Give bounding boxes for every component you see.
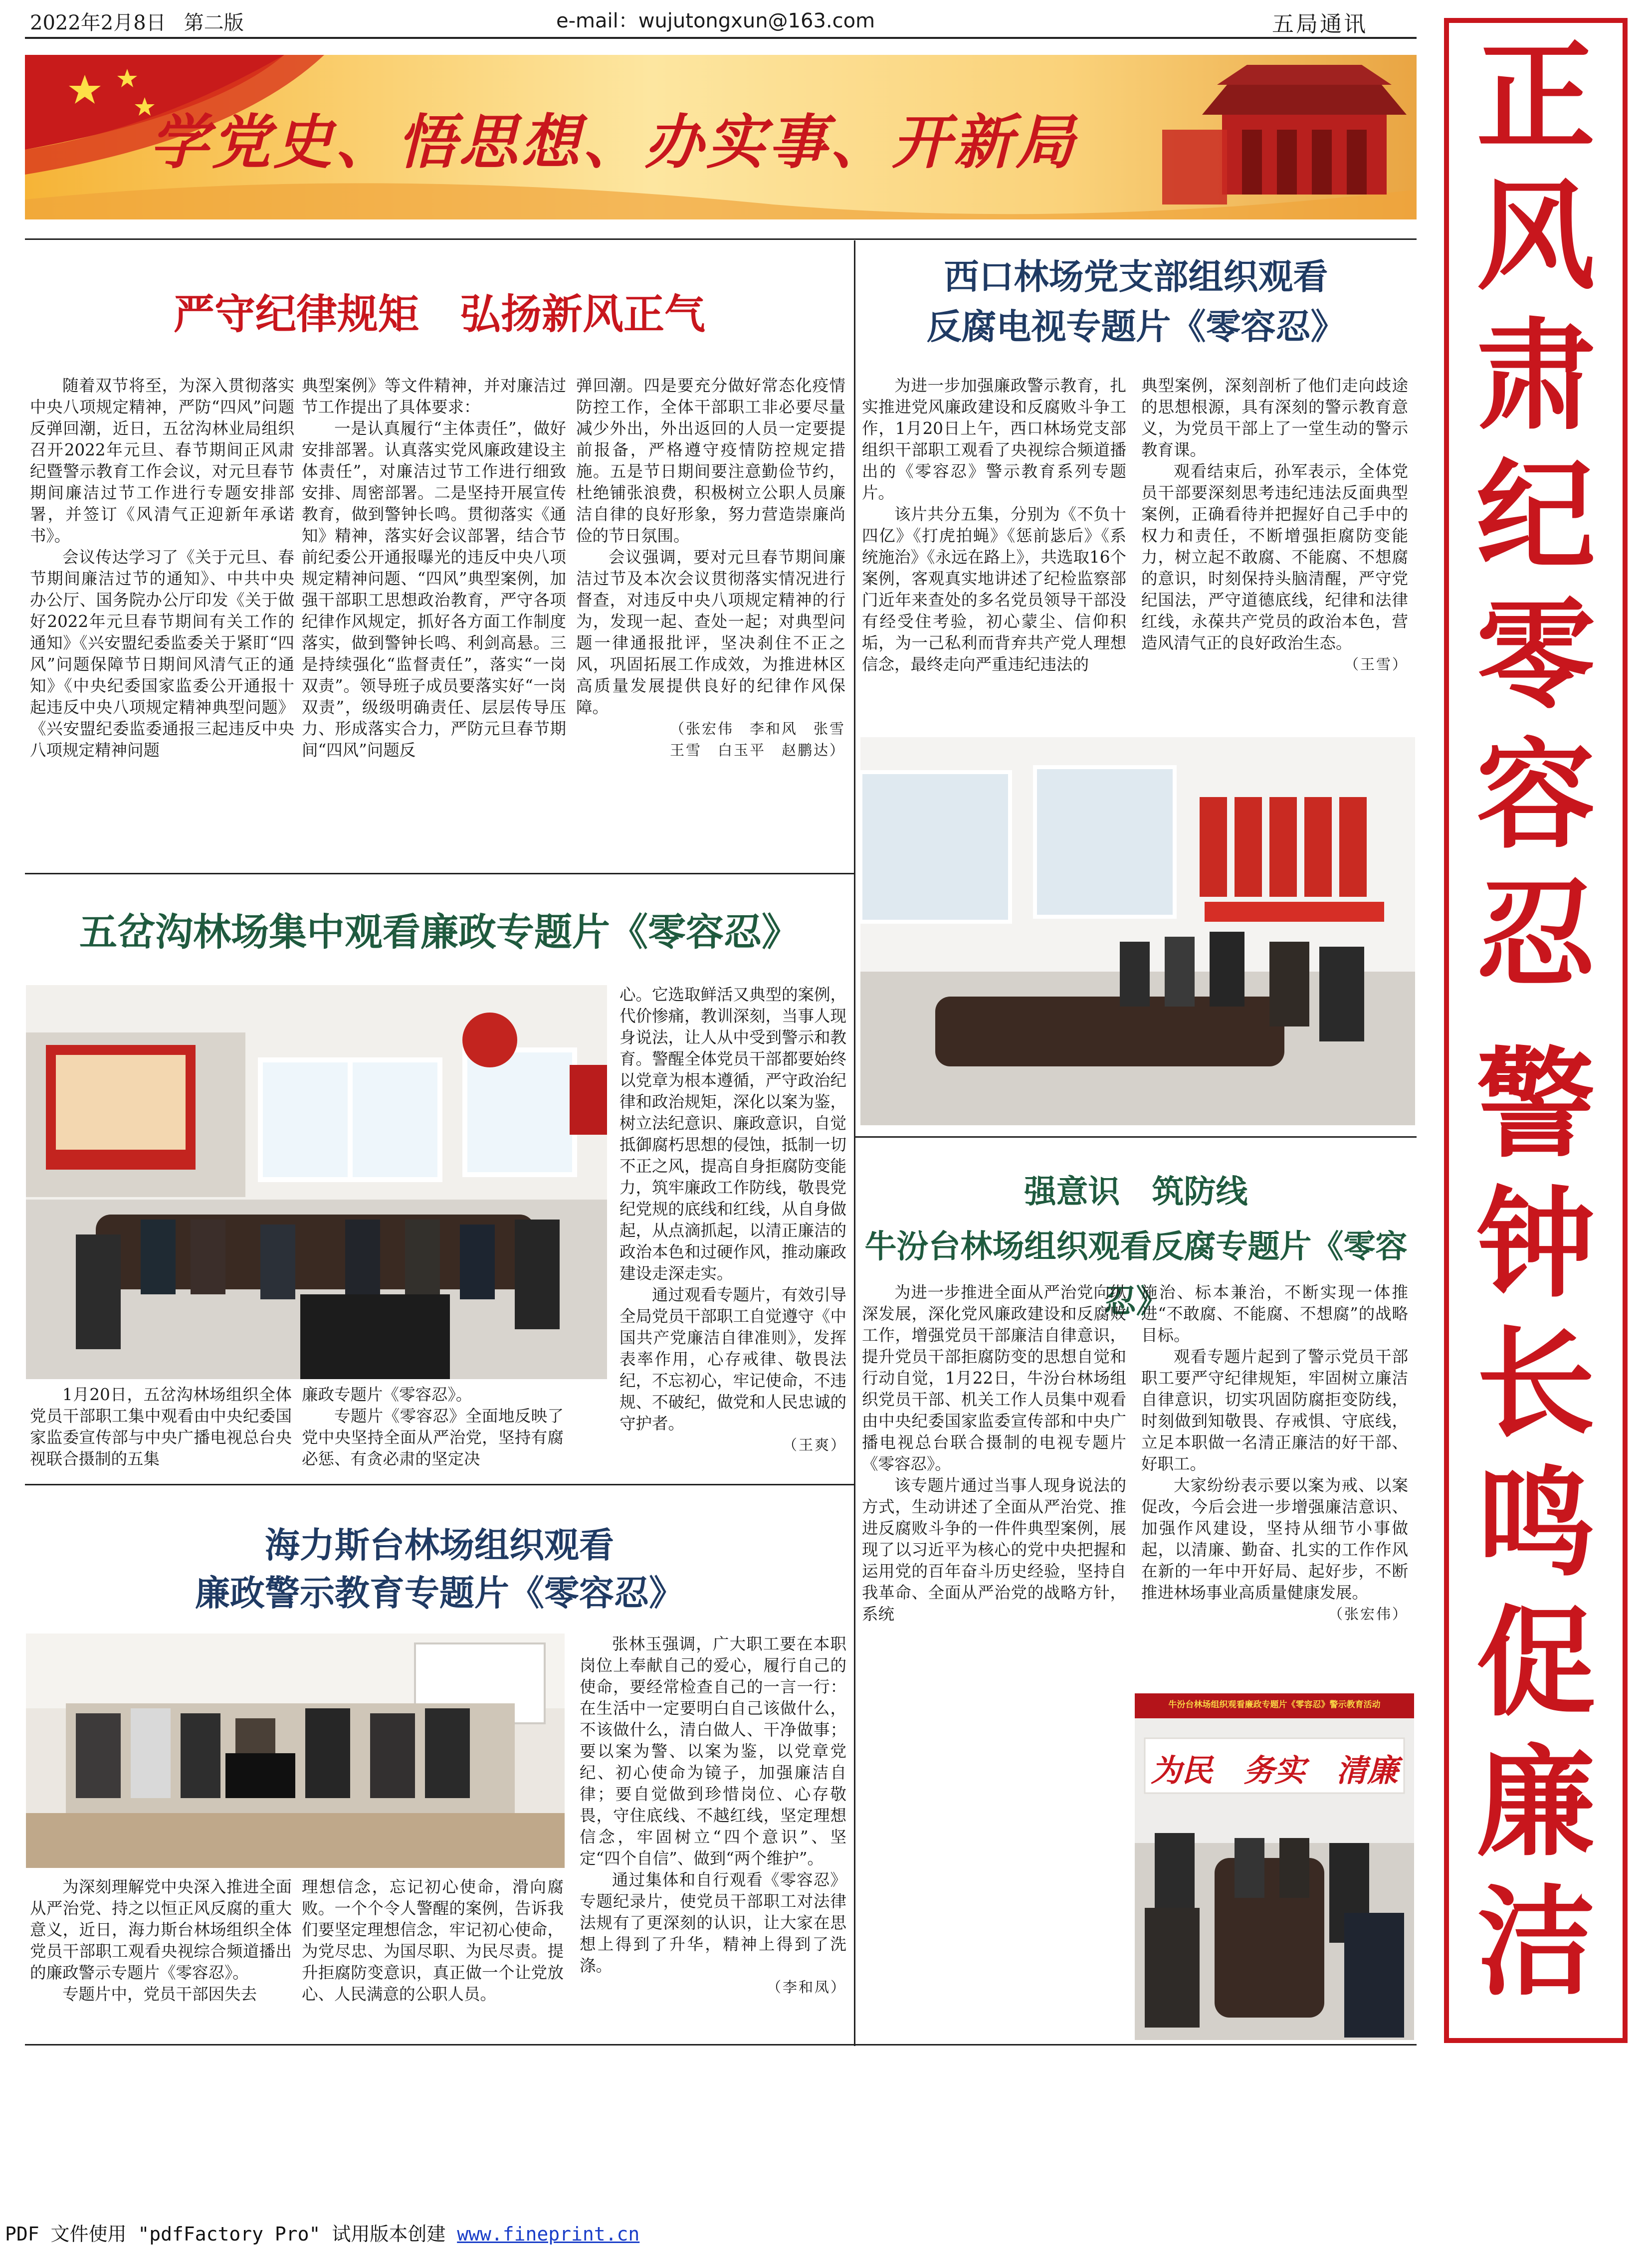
- footer-text: PDF 文件使用 "pdfFactory Pro" 试用版本创建: [5, 2223, 457, 2245]
- paragraph: 专题片《零容忍》全面地反映了党中央坚持全面从严治党，坚持有腐必惩、有贪必肃的坚定决: [302, 1407, 564, 1468]
- paper-name: 五局通讯: [1272, 11, 1368, 37]
- article1-title: 严守纪律规矩 弘扬新风正气: [173, 291, 705, 338]
- banner: [25, 55, 1417, 219]
- header-rule: [25, 37, 1417, 39]
- conference-table-photo: [860, 737, 1415, 1125]
- article1-col1: [30, 375, 294, 869]
- paragraph: 一是认真履行“主体责任”，做好安排部署。认真落实党风廉政建设主体责任”，对廉洁过节工作进行细致安排、周密部署。二是坚持开展宣传教育，做到警钟长鸣。贯彻落实《通知》精神，落实好会议部署，结合节前纪委公开通报曝光的违反中央八项规定精神问题、“四风”典型案例，加强干部职工思想政治教育，严守各项纪律作风规定，抓好各方面工作制度落实，做到警钟长鸣、利剑高悬。三是持续强化“监督责任”，落实“一岗双责”。领导班子成员要落实好“一岗双责”，级级明确责任、层层传导压力、形成落实合力，严防元旦春节期间“四风”问题反: [302, 419, 566, 760]
- sidebar-char: 警: [1476, 1036, 1595, 1174]
- sidebar-char: 洁: [1476, 1874, 1595, 2012]
- article2-col2: [302, 1384, 564, 1481]
- classroom-photo: [26, 1634, 565, 1868]
- article3-col2: [302, 1876, 564, 2041]
- article2-byline: （王爽）: [782, 1436, 846, 1453]
- article5-title-line1: 强意识 筑防线: [1024, 1174, 1248, 1211]
- paragraph: 会议强调，要对元旦春节期间廉洁过节及本次会议贯彻落实情况进行督查，对违反中央八项规定精神的行为，发现一起、查处一起；对典型问题一律通报批评，坚决刹住不正之风，巩固拓展工作成效，为推进林区高质量发展提供良好的纪律作风保障。: [576, 548, 845, 717]
- article1-col3: [576, 375, 845, 869]
- paragraph: 施治、标本兼治，不断实现一体推进“不敢腐、不能腐、不想腐”的战略目标。: [1141, 1283, 1408, 1345]
- article3-byline: （李和凤）: [766, 1979, 846, 1996]
- article5-byline: （张宏伟）: [1328, 1606, 1408, 1623]
- divider-article4: [855, 1136, 1417, 1138]
- banner-slogan: 学党史、悟思想、办实事、开新局: [150, 107, 1078, 177]
- paragraph: 该专题片通过当事人现身说法的方式，生动讲述了全面从严治党、推进反腐败斗争的一件件典型案例，展现了以习近平为核心的党中央把握和运用党的百年奋斗历史经验，坚持自我革命、全面从严治党的战略方针，系统: [862, 1476, 1126, 1624]
- sidebar-char: 促: [1476, 1595, 1595, 1733]
- paragraph: 为深刻理解党中央深入推进全面从严治党、持之以恒正风反腐的重大意义，近日，海力斯台林场组织全体党员干部职工观看央视综合频道播出的廉政警示专题片《零容忍》。: [30, 1877, 292, 1982]
- sidebar-char: 容: [1476, 727, 1595, 865]
- divider-article2: [25, 1484, 854, 1485]
- banner-bottom-rule: [25, 238, 1417, 240]
- paragraph: 张林玉强调，广大职工要在本职岗位上奉献自己的爱心，履行自己的使命，要经常检查自己的一言一行：在生活中一定要明白自己该做什么，不该做什么，清白做人、干净做事；要以案为警、以案为鉴，以党章党纪、初心使命为镜子，加强廉洁自律；要自觉做到珍惜岗位、心存敬畏，守住底线、不越红线，坚定理想信念，牢固树立“四个意识”、坚定“四个自信”、做到“两个维护”。: [580, 1635, 846, 1868]
- paragraph: 为进一步加强廉政警示教育，扎实推进党风廉政建设和反腐败斗争工作，1月20日上午，西口林场党支部组织干部职工观看了央视综合频道播出的《零容忍》警示教育系列专题片。: [862, 376, 1126, 502]
- article2-photo: [26, 985, 607, 1379]
- article4-title-line2: 反腐电视专题片《零容忍》: [926, 306, 1346, 347]
- article4-photo: [860, 737, 1415, 1125]
- article5-col2: [1141, 1282, 1408, 1691]
- paragraph: 典型案例》等文件精神，并对廉洁过节工作提出了具体要求：: [302, 376, 566, 416]
- sidebar-char: 忍: [1476, 866, 1595, 1005]
- paragraph: 通过集体和自行观看《零容忍》专题纪录片，使党员干部职工对法律法规有了更深刻的认识，让大家在思想上得到了升华，精神上得到了洗涤。: [580, 1870, 846, 1975]
- sidebar-char: 钟: [1476, 1176, 1595, 1314]
- article4-byline: （王雪）: [1344, 656, 1408, 673]
- paragraph: 观看专题片起到了警示党员干部职工要严守纪律规矩，牢固树立廉洁自律意识，切实巩固防腐拒变防线，时刻做到知敬畏、存戒惧、守底线，立足本职做一名清正廉洁的好干部、好职工。: [1141, 1347, 1408, 1473]
- article4-col2: [1141, 375, 1408, 734]
- article1-byline-1: （张宏伟 李和风 张雪: [669, 720, 845, 737]
- article4-title-line1: 西口林场党支部组织观看: [944, 256, 1328, 297]
- paragraph: 大家纷纷表示要以案为戒、以案促改，今后会进一步增强廉洁意识、加强作风建设，坚持从细节小事做起，以清廉、勤奋、扎实的工作作风在新的一年中开好局、起好步，不断推进林场事业高质量健康发展。: [1141, 1476, 1408, 1602]
- divider-article1: [25, 873, 854, 874]
- paragraph: 会议传达学习了《关于元旦、春节期间廉洁过节的通知》、中共中央办公厅、国务院办公厅印发《关于做好2022年元旦春节期间有关工作的通知》《兴安盟纪委监委关于紧盯“四风”问题保障节日期间风清气正的通知》《中央纪委国家监委公开通报十起违反中央八项规定精神典型问题》《兴安盟纪委监委通报三起违反中央八项规定精神问题: [30, 548, 294, 760]
- article3-photo: [26, 1634, 565, 1868]
- sidebar-slogan: [1444, 18, 1628, 2043]
- sidebar-char: 肃: [1476, 308, 1595, 446]
- email-text: e-mail：wujutongxun@163.com: [556, 9, 875, 32]
- column-divider: [854, 240, 855, 2046]
- sidebar-char: 纪: [1476, 447, 1595, 586]
- sidebar-char: 长: [1476, 1315, 1595, 1453]
- sidebar-char: 风: [1476, 168, 1595, 306]
- article3-col1: [30, 1876, 292, 2041]
- paragraph: 专题片中，党员干部因失去: [62, 1985, 257, 2004]
- paragraph: 廉政专题片《零容忍》。: [302, 1385, 472, 1404]
- article3-title-line2: 廉政警示教育专题片《零容忍》: [195, 1573, 684, 1614]
- article2-title: 五岔沟林场集中观看廉政专题片《零容忍》: [79, 910, 800, 954]
- article1-col2: [302, 375, 566, 869]
- article2-caption: [30, 1384, 292, 1481]
- article5-photo: [1135, 1693, 1414, 2040]
- article2-col3: [620, 984, 846, 1478]
- article5-title-line2: 牛汾台林场组织观看反腐专题片《零容忍》: [864, 1228, 1408, 1320]
- paragraph: 该片共分五集，分别为《不负十四亿》《打虎拍蝇》《惩前毖后》《系统施治》《永远在路上》，共选取16个案例，客观真实地讲述了纪检监察部门近年来查处的多名党员领导干部没有经受住考验，初心蒙尘、信仰积垢，为一己私利而背弃共产党人理想信念，最终走向严重违纪违法的: [862, 505, 1126, 674]
- article4-title: [855, 252, 1417, 352]
- sidebar-char: 正: [1476, 28, 1595, 167]
- sidebar-char: 零: [1476, 587, 1595, 725]
- paragraph: 1月20日，五岔沟林场组织全体党员干部职工集中观看由中央纪委国家监委宣传部与中央广播电视总台央视联合摄制的五集: [30, 1385, 292, 1468]
- footer-link[interactable]: www.fineprint.cn: [457, 2223, 640, 2245]
- edition-text: 第二版: [184, 11, 244, 34]
- page-bottom-rule: [25, 2044, 1417, 2045]
- article5-col1: [862, 1282, 1126, 1781]
- article1-byline-2: 王雪 白玉平 赵鹏达）: [669, 742, 845, 759]
- issue-date: [30, 7, 244, 35]
- date-text: 2022年2月8日: [30, 11, 166, 34]
- paragraph: 理想信念，忘记初心使命，滑向腐败。一个个令人警醒的案例，告诉我们要坚定理想信念，牢记初心使命，为党尽忠、为国尽职、为民尽责。提升拒腐防变意识，真正做一个让党放心、人民满意的公职人员。: [302, 1877, 564, 2004]
- footer-notice: [5, 2219, 639, 2246]
- paragraph: 随着双节将至，为深入贯彻落实中央八项规定精神，严防“四风”问题反弹回潮，近日，五岔沟林业局组织召开2022年元旦、春节期间正风肃纪暨警示教育工作会议，对元旦春节期间廉洁过节工作进行专题安排部署，并签订《风清气正迎新年承诺书》。: [30, 376, 294, 545]
- article3-title-line1: 海力斯台林场组织观看: [265, 1525, 614, 1566]
- paragraph: 为进一步推进全面从严治党向纵深发展，深化党风廉政建设和反腐败工作，增强党员干部廉洁自律意识，提升党员干部拒腐防变的思想自觉和行动自觉，1月22日，牛汾台林场组织党员干部、机关工作人员集中观看由中央纪委国家监委宣传部和中央广播电视总台联合摄制的电视专题片《零容忍》。: [862, 1283, 1126, 1473]
- paragraph: 弹回潮。四是要充分做好常态化疫情防控工作，全体干部职工非必要尽量减少外出，外出返回的人员一定要提前报备，严格遵守疫情防控规定措施。五是节日期间要注意勤俭节约，杜绝铺张浪费，积极树立公职人员廉洁自律的良好形象，努力营造崇廉尚俭的节日氛围。: [576, 376, 845, 545]
- photo-banner-text: 牛汾台林场组织观看廉政专题片《零容忍》警示教育活动: [1168, 1700, 1381, 1710]
- article3-col3: [580, 1634, 846, 2043]
- paragraph: 典型案例，深刻剖析了他们走向歧途的思想根源，具有深刻的警示教育意义，为党员干部上了一堂生动的警示教育课。: [1141, 376, 1408, 459]
- sidebar-char: 廉: [1476, 1734, 1595, 1872]
- meeting-room-photo: [26, 985, 607, 1379]
- photo-wall-slogan: 为民 务实 清廉: [1150, 1752, 1398, 1789]
- article3-title: [25, 1521, 854, 1617]
- paragraph: 通过观看专题片，有效引导全局党员干部职工自觉遵守《中国共产党廉洁自律准则》，发挥表率作用，心存戒律、敬畏法纪，不忘初心，牢记使命，不违规、不破纪，做党和人民忠诚的守护者。: [620, 1285, 846, 1433]
- article4-col1: [862, 375, 1126, 734]
- paragraph: 心。它选取鲜活又典型的案例，代价惨痛，教训深刻，当事人现身说法，让人从中受到警示和教育。警醒全体党员干部都要始终以党章为根本遵循，严守政治纪律和政治规矩，深化以案为鉴，树立法纪意识、廉政意识，自觉抵御腐朽思想的侵蚀，抵制一切不正之风，提高自身拒腐防变能力，筑牢廉政工作防线，敬畏党纪党规的底线和红线，从自身做起，从点滴抓起，以清正廉洁的政治本色和过硬作风，推动廉政建设走深走实。: [620, 985, 846, 1283]
- sidebar-char: 鸣: [1476, 1455, 1595, 1593]
- paragraph: 观看结束后，孙军表示，全体党员干部要深刻思考违纪违法反面典型案例，正确看待并把握好自己手中的权力和责任，不断增强拒腐防变能力，树立起不敢腐、不能腐、不想腐的意识，时刻保持头脑清醒，严守党纪国法，严守道德底线，纪律和法律红线，永葆共产党员的政治本色，营造风清气正的良好政治生态。: [1141, 462, 1408, 652]
